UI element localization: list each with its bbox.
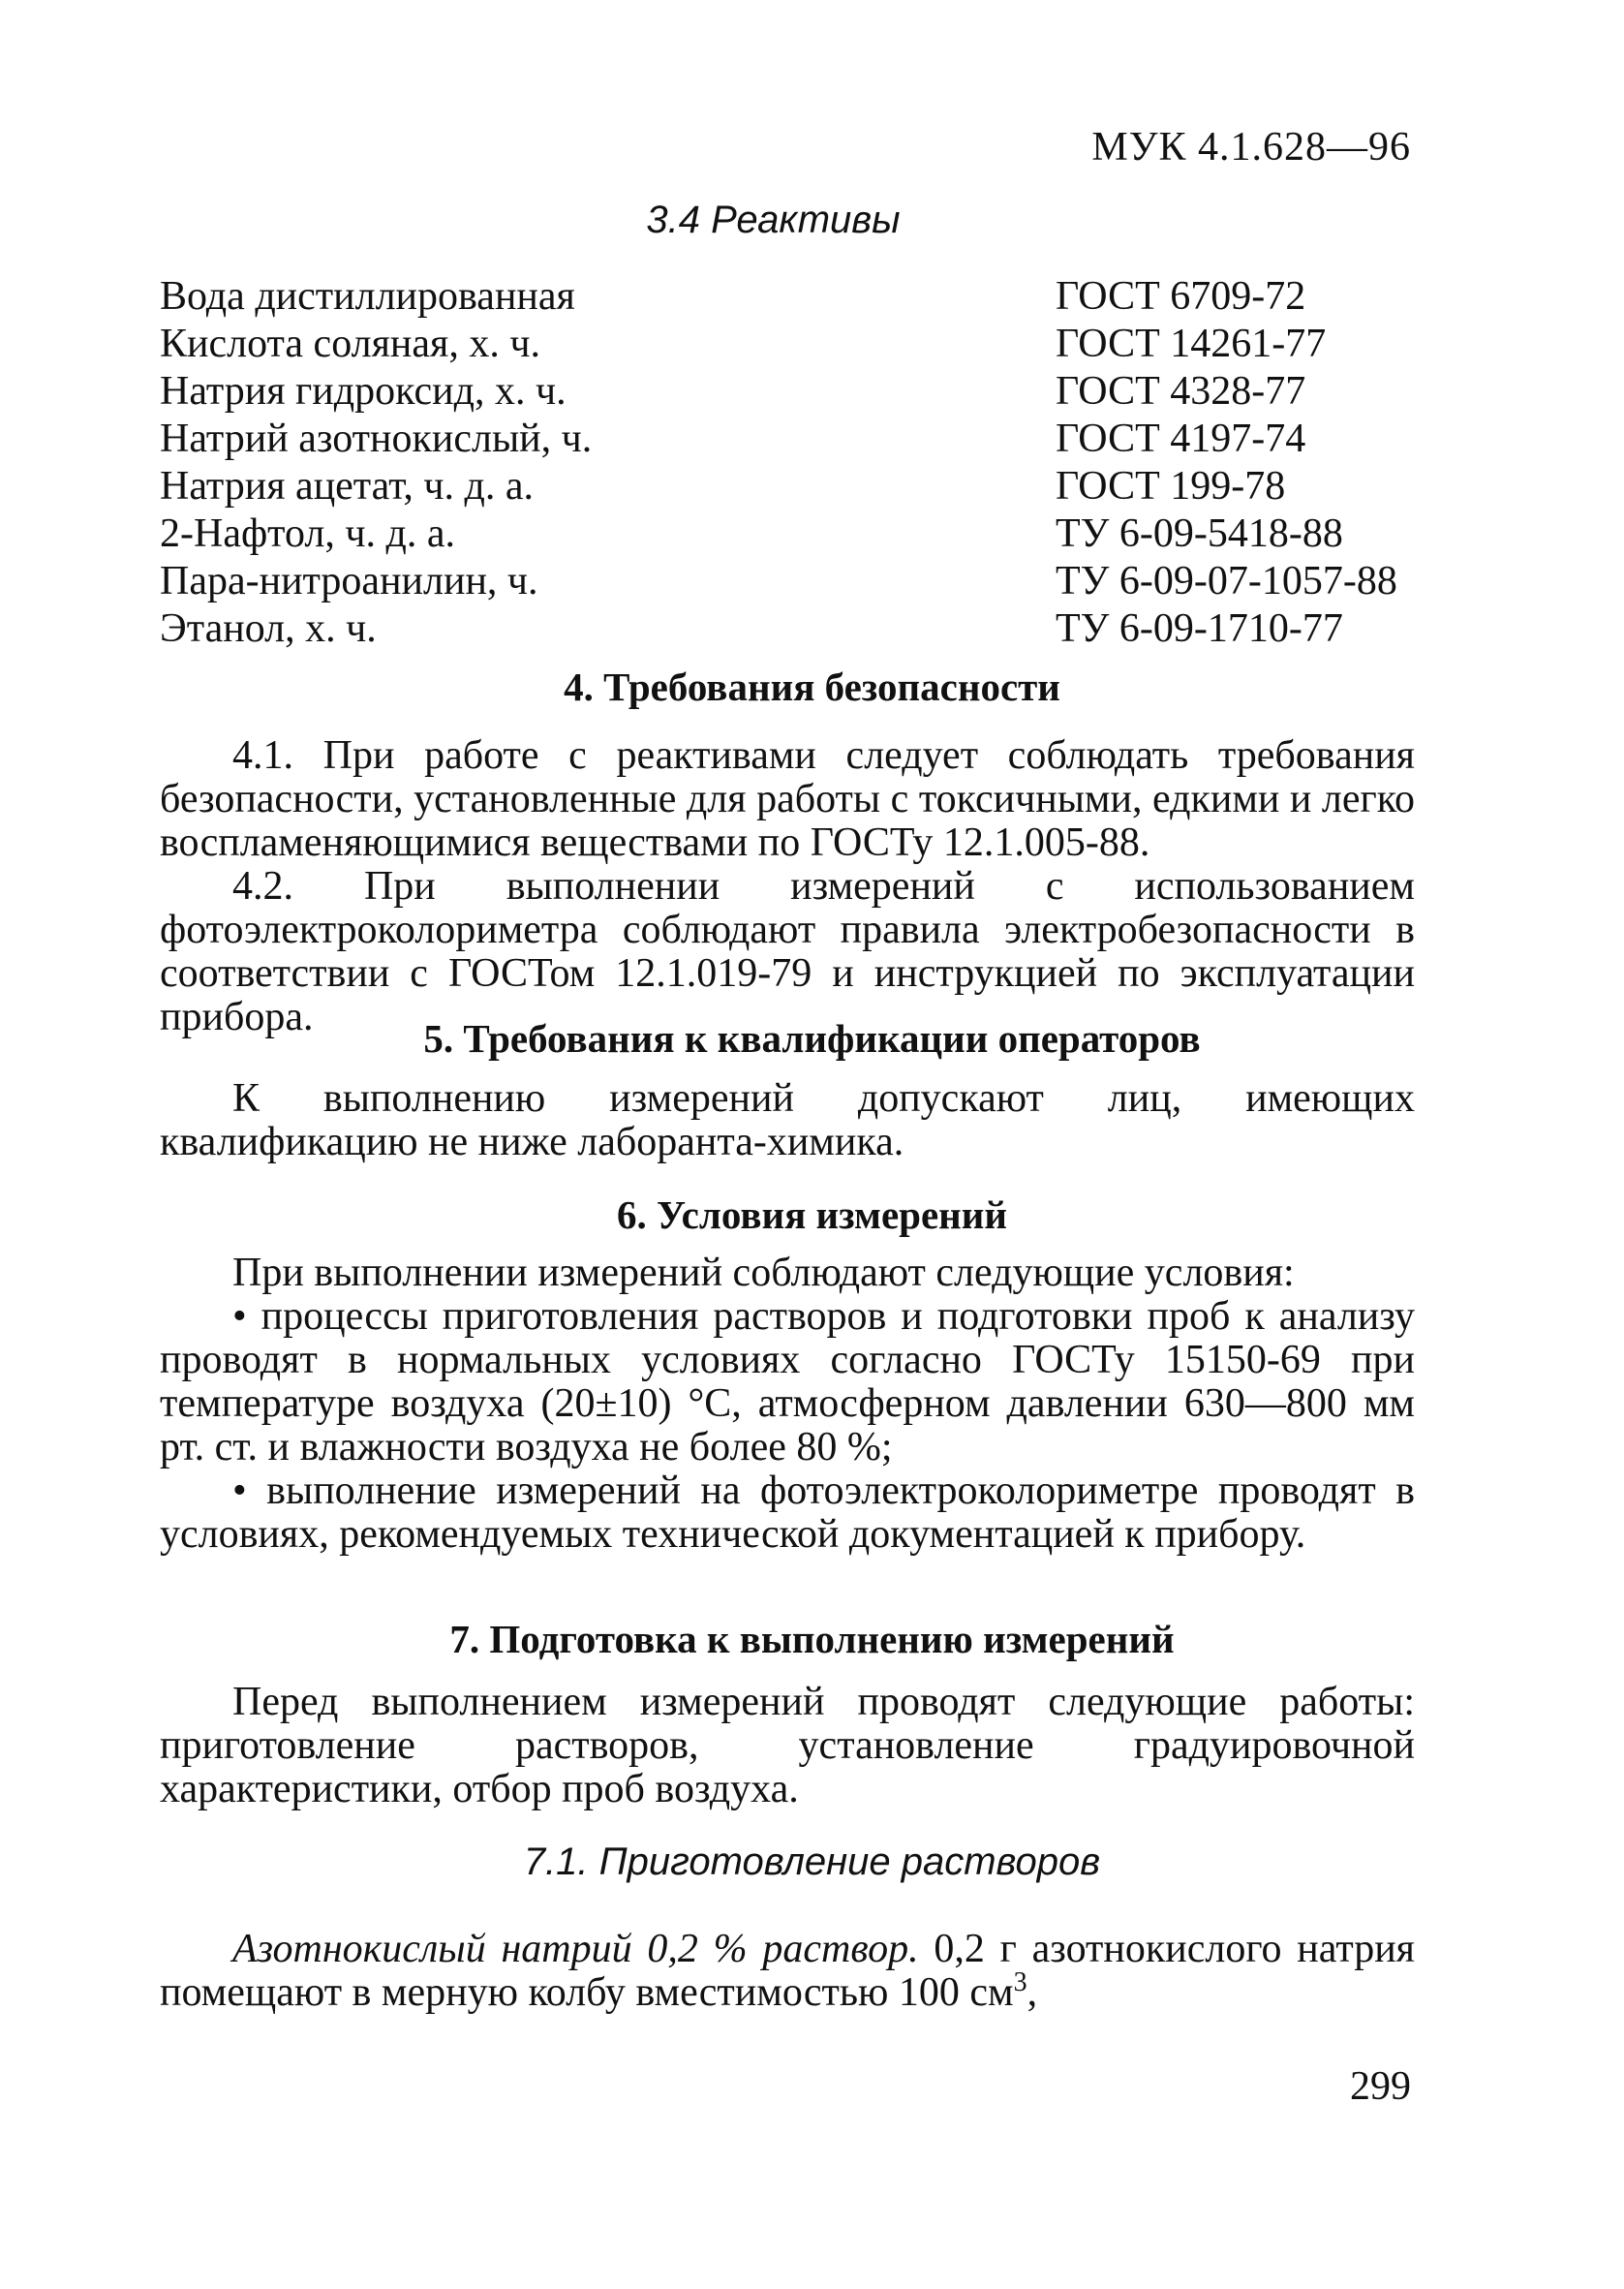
reagent-row: [160, 510, 1457, 558]
reagents-list: [160, 273, 1457, 653]
reagent-standard: ГОСТ 4328-77: [1056, 369, 1306, 414]
section-safety-body: [160, 734, 1415, 1039]
section-title-preparation: 7. Подготовка к выполнению измерений: [449, 1617, 1175, 1661]
paragraph-6-intro: При выполнении измерений соблюдают следующие условия:: [232, 1251, 1295, 1295]
reagent-row: [160, 416, 1457, 463]
document-code: МУК 4.1.628—96: [1091, 125, 1411, 170]
section-preparation-body: [160, 1681, 1415, 1811]
reagent-standard: ГОСТ 14261-77: [1056, 322, 1327, 366]
reagent-standard: ГОСТ 199-78: [1056, 464, 1286, 509]
reagent-name: Пара-нитроанилин, ч.: [160, 559, 538, 603]
reagent-name: 2-Нафтол, ч. д. а.: [160, 511, 456, 556]
reagent-name: Вода дистиллированная: [160, 274, 575, 319]
reagent-standard: ТУ 6-09-07-1057-88: [1056, 559, 1397, 603]
subsection-title-text: 7.1. Приготовление растворов: [523, 1840, 1101, 1883]
reagent-standard: ТУ 6-09-1710-77: [1056, 606, 1343, 651]
page-number: 299: [1350, 2064, 1411, 2109]
reagent-name: Этанол, х. ч.: [160, 606, 377, 651]
subsection-title-solutions: [0, 1840, 1624, 1884]
solution-text-tail: ,: [1026, 1970, 1038, 2015]
reagent-row: [160, 321, 1457, 368]
reagent-name: Натрий азотнокислый, ч.: [160, 417, 593, 461]
reagent-row: [160, 558, 1457, 605]
section-title-safety: 4. Требования безопасности: [564, 665, 1060, 709]
section-title-qualification: 5. Требования к квалификации операторов: [423, 1016, 1201, 1061]
bullet-item: • выполнение измерений на фотоэлектроколориметре проводят в условиях, рекомендуемых технической документацией к прибору.: [160, 1469, 1415, 1557]
solution-paragraph: [160, 1928, 1415, 2015]
reagent-row: [160, 273, 1457, 321]
section-conditions-body: [160, 1252, 1415, 1557]
reagent-row: [160, 605, 1457, 653]
subsection-title-reagents: [0, 199, 1624, 242]
section-qualification-body: [160, 1077, 1415, 1164]
solution-text: 0,2 г азотнокислого натрия помещают в мерную колбу вместимостью 100 см: [160, 1927, 1415, 2015]
reagent-standard: ГОСТ 4197-74: [1056, 417, 1306, 461]
paragraph-4-2: 4.2. При выполнении измерений с использованием фотоэлектроколориметра соблюдают правила электробезопасности в соответствии с ГОСТом 12.1.019-79 и инструкцией по эксплуатации прибора.: [160, 864, 1415, 1039]
solution-name: Азотнокислый натрий 0,2 % раствор.: [232, 1927, 919, 1971]
paragraph-7-intro: Перед выполнением измерений проводят следующие работы: приготовление растворов, установление градуировочной характеристики, отбор проб воздуха.: [160, 1680, 1415, 1811]
reagent-row: [160, 463, 1457, 510]
paragraph-5: К выполнению измерений допускают лиц, имеющих квалификацию не ниже лаборанта-химика.: [160, 1076, 1415, 1164]
reagent-row: [160, 368, 1457, 416]
reagent-name: Кислота соляная, х. ч.: [160, 322, 540, 366]
reagent-standard: ГОСТ 6709-72: [1056, 274, 1306, 319]
reagent-standard: ТУ 6-09-5418-88: [1056, 511, 1343, 556]
reagent-name: Натрия ацетат, ч. д. а.: [160, 464, 535, 509]
reagent-name: Натрия гидроксид, х. ч.: [160, 369, 567, 414]
paragraph-4-1: 4.1. При работе с реактивами следует соблюдать требования безопасности, установленные для работы с токсичными, едкими и легко воспламеняющимися веществами по ГОСТу 12.1.005-88.: [160, 733, 1415, 865]
unit-superscript: 3: [1013, 1967, 1027, 1997]
bullet-item: • процессы приготовления растворов и подготовки проб к анализу проводят в нормальных условиях согласно ГОСТу 15150-69 при температуре воздуха (20±10) °С, атмосферном давлении 630—800 мм рт. ст. и влажности воздуха не более 80 %;: [160, 1294, 1415, 1469]
subsection-title-text: 3.4 Реактивы: [646, 199, 901, 241]
section-title-conditions: 6. Условия измерений: [616, 1192, 1008, 1237]
paragraph-7-1: [160, 1928, 1415, 2015]
